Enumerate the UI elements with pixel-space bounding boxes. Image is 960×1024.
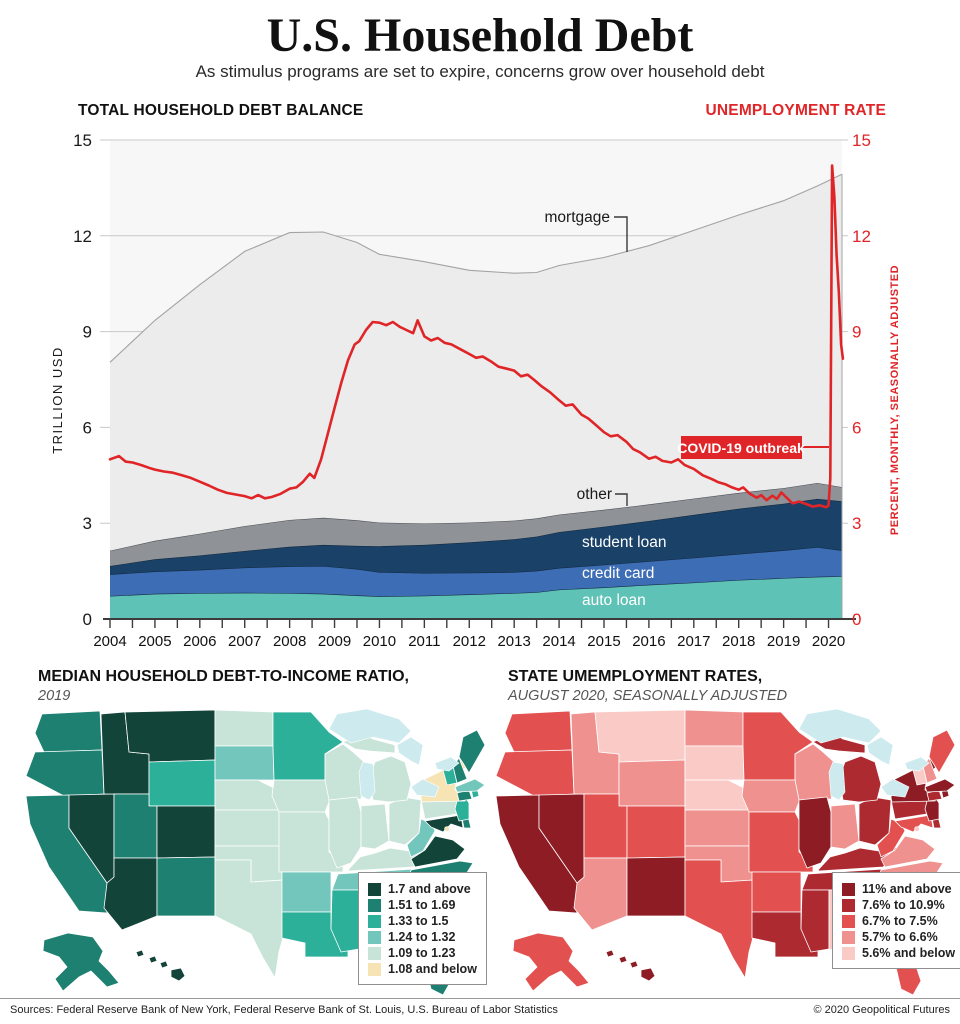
state-nd — [215, 710, 273, 746]
x-tick-label: 2019 — [766, 633, 801, 650]
state-hi — [641, 968, 655, 981]
x-tick-label: 2015 — [587, 633, 621, 650]
state-mi — [369, 756, 411, 802]
legend-label: 11% and above — [862, 882, 952, 896]
x-tick-label: 2008 — [272, 633, 307, 650]
state-dc — [445, 827, 450, 832]
x-tick-label: 2009 — [317, 633, 352, 650]
legend-item — [842, 946, 955, 960]
legend-label: 6.7% to 7.5% — [862, 914, 938, 928]
state-ks — [685, 810, 752, 846]
legend-label: 1.7 and above — [388, 882, 471, 896]
legend-swatch — [368, 883, 381, 896]
footer-copyright: © 2020 Geopolitical Futures — [813, 1004, 950, 1016]
legend-swatch — [842, 915, 855, 928]
state-hi — [171, 968, 185, 981]
x-tick-label: 2006 — [183, 633, 217, 650]
legend-swatch — [368, 931, 381, 944]
legend-swatch — [842, 883, 855, 896]
state-ks — [215, 810, 282, 846]
y-right-label: 12 — [852, 226, 871, 246]
legend-swatch — [368, 915, 381, 928]
state-ak — [513, 933, 589, 991]
legend-item — [368, 882, 477, 896]
legend-swatch — [368, 947, 381, 960]
legend-item — [842, 882, 955, 896]
legend-item — [368, 914, 477, 928]
state-hi — [149, 956, 157, 963]
x-tick-label: 2011 — [408, 633, 441, 650]
debt-map-legend — [358, 872, 487, 985]
y-right-label: 15 — [852, 131, 871, 150]
left-axis-title: TRILLION USD — [50, 346, 65, 454]
legend-label: 5.7% to 6.6% — [862, 930, 938, 944]
state-hi — [606, 950, 614, 957]
legend-item — [842, 898, 955, 912]
great-lake — [799, 709, 881, 743]
other-label: other — [576, 486, 612, 503]
state-wy — [619, 760, 685, 806]
legend-swatch — [368, 963, 381, 976]
y-left-label: 9 — [82, 322, 92, 342]
y-left-label: 0 — [82, 610, 92, 629]
legend-label: 1.24 to 1.32 — [388, 930, 456, 944]
state-ak — [43, 933, 119, 991]
y-left-label: 15 — [73, 131, 92, 150]
state-il — [329, 797, 361, 868]
state-dc — [915, 827, 920, 832]
state-wa — [35, 711, 102, 752]
left-map-title: MEDIAN HOUSEHOLD DEBT-TO-INCOME RATIO, — [38, 668, 409, 685]
right-map-subtitle: AUGUST 2020, SEASONALLY ADJUSTED — [508, 688, 788, 704]
x-tick-label: 2016 — [632, 633, 666, 650]
state-in — [361, 804, 389, 849]
left-map-subtitle: 2019 — [38, 688, 71, 704]
state-hi — [160, 961, 168, 968]
unemployment-map-legend — [832, 872, 960, 969]
legend-label: 1.09 to 1.23 — [388, 946, 456, 960]
x-tick-label: 2017 — [677, 633, 711, 650]
footer-divider — [0, 998, 960, 999]
y-right-label: 6 — [852, 418, 862, 438]
state-mi — [839, 756, 881, 802]
great-lake — [359, 762, 375, 800]
legend-item — [842, 930, 955, 944]
state-sd — [215, 746, 274, 780]
state-co — [157, 806, 215, 858]
state-hi — [630, 961, 638, 968]
credit-card-label: credit card — [582, 565, 655, 582]
x-tick-label: 2007 — [228, 633, 262, 650]
y-right-label: 0 — [852, 610, 862, 629]
legend-swatch — [842, 899, 855, 912]
chart-header-unemployment: UNEMPLOYMENT RATE — [705, 102, 886, 119]
auto-loan-label: auto loan — [582, 592, 646, 609]
legend-item — [368, 930, 477, 944]
chart-header-debt: TOTAL HOUSEHOLD DEBT BALANCE — [78, 102, 364, 119]
legend-label: 1.08 and below — [388, 962, 477, 976]
legend-label: 5.6% and below — [862, 946, 956, 960]
legend-label: 1.51 to 1.69 — [388, 898, 456, 912]
legend-label: 1.33 to 1.5 — [388, 914, 449, 928]
x-tick-label: 2018 — [722, 633, 756, 650]
mortgage-label: mortgage — [544, 209, 610, 226]
legend-item — [368, 962, 477, 976]
x-tick-label: 2014 — [542, 633, 576, 650]
legend-item — [842, 914, 955, 928]
y-left-label: 3 — [82, 514, 92, 534]
state-nm — [157, 857, 215, 916]
x-tick-label: 2020 — [811, 633, 846, 650]
legend-item — [368, 946, 477, 960]
state-or — [496, 750, 574, 796]
legend-label: 7.6% to 10.9% — [862, 898, 945, 912]
legend-item — [368, 898, 477, 912]
debt-unemployment-chart — [0, 125, 960, 665]
x-tick-label: 2013 — [497, 633, 531, 650]
state-wa — [505, 711, 572, 752]
page-title: U.S. Household Debt — [266, 9, 694, 62]
state-hi — [136, 950, 144, 957]
state-nm — [627, 857, 685, 916]
x-tick-label: 2005 — [138, 633, 172, 650]
x-tick-label: 2012 — [452, 633, 486, 650]
state-nd — [685, 710, 743, 746]
y-left-label: 12 — [73, 226, 92, 246]
state-ia — [742, 780, 803, 812]
state-ar — [282, 872, 331, 912]
state-or — [26, 750, 104, 796]
y-left-label: 6 — [82, 418, 92, 438]
legend-swatch — [842, 931, 855, 944]
great-lake — [829, 762, 845, 800]
student-loan-label: student loan — [582, 534, 667, 551]
state-ar — [752, 872, 801, 912]
page-subtitle: As stimulus programs are set to expire, concerns grow over household debt — [195, 62, 765, 81]
y-right-label: 3 — [852, 514, 862, 534]
great-lake — [329, 709, 411, 743]
state-sd — [685, 746, 744, 780]
state-in — [831, 804, 859, 849]
x-tick-label: 2010 — [362, 633, 397, 650]
state-ia — [272, 780, 333, 812]
right-axis-title: PERCENT, MONTHLY, SEASONALLY ADJUSTED — [889, 264, 901, 536]
state-hi — [619, 956, 627, 963]
state-co — [627, 806, 685, 858]
footer-sources: Sources: Federal Reserve Bank of New York, Federal Reserve Bank of St. Louis, U.S. Bureau of Labor Statistics — [10, 1004, 558, 1016]
right-map-title: STATE UMEMPLOYMENT RATES, — [508, 668, 763, 685]
legend-swatch — [842, 947, 855, 960]
covid-label: COVID-19 outbreak — [677, 440, 805, 456]
state-wy — [149, 760, 215, 806]
x-tick-label: 2004 — [93, 633, 127, 650]
y-right-label: 9 — [852, 322, 862, 342]
legend-swatch — [368, 899, 381, 912]
state-il — [799, 797, 831, 868]
